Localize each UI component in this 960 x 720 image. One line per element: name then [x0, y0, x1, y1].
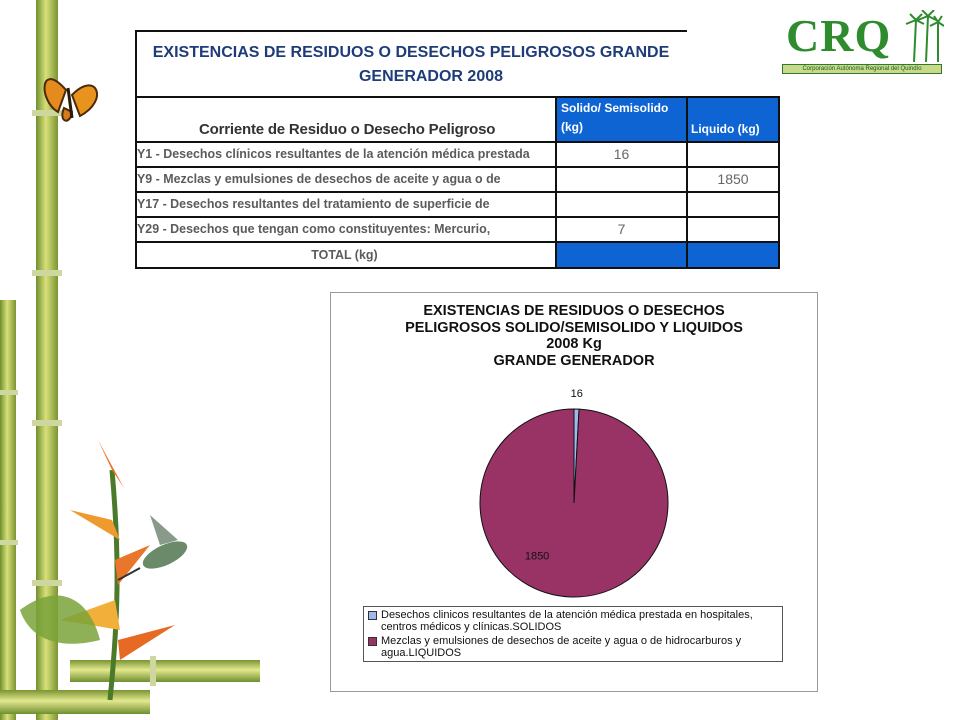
chart-title-line: 2008 Kg: [546, 336, 602, 352]
column-header-liquid-label: Liquido (kg): [691, 122, 760, 136]
table-title-line2: GENERADOR 2008: [358, 68, 504, 85]
pie-chart-panel: [330, 292, 818, 692]
row-liquid-value: [688, 192, 778, 216]
column-header-solid-line2: (kg): [561, 120, 583, 134]
legend-label: Desechos clinicos resultantes de la atención médica prestada en hospitales, centros médicos y clínicas.SOLIDOS: [381, 609, 753, 633]
row-stream-label: Y17 - Desechos resultantes del tratamiento de superficie de: [136, 197, 490, 211]
row-solid-value: [557, 192, 686, 216]
row-liquid-value: [688, 142, 778, 166]
pie-slice: [480, 409, 668, 597]
row-liquid-value: [688, 217, 778, 241]
row-stream-label: Y9 - Mezclas y emulsiones de desechos de aceite y agua o de: [136, 172, 501, 186]
column-header-liquid: [688, 98, 778, 141]
slice-data-label: 16: [570, 388, 583, 401]
row-solid-value: 7: [617, 221, 626, 237]
total-label: TOTAL (kg): [311, 248, 378, 262]
chart-title-line: EXISTENCIAS DE RESIDUOS O DESECHOS: [423, 303, 725, 319]
legend-swatch: [368, 611, 377, 620]
chart-legend: [363, 606, 783, 662]
legend-entry: [368, 609, 778, 633]
column-header-stream: Corriente de Residuo o Desecho Peligroso: [199, 121, 496, 138]
grid-line: [135, 216, 780, 218]
column-header-solid-line1: Solido/ Semisolido: [561, 101, 669, 115]
legend-swatch: [368, 637, 377, 646]
grid-line: [135, 30, 687, 32]
grid-line: [135, 267, 780, 269]
chart-title-line: PELIGROSOS SOLIDO/SEMISOLIDO Y LIQUIDOS: [405, 319, 743, 336]
grid-line: [135, 191, 780, 193]
bamboo-stalk: [0, 300, 18, 720]
logo-letters: CRQ: [786, 10, 892, 61]
grid-line: [778, 96, 780, 269]
row-solid-value: [557, 167, 686, 191]
pie-chart: [331, 293, 817, 603]
crq-logo: [782, 10, 944, 74]
row-stream-label: Y29 - Desechos que tengan como constituyentes: Mercurio,: [136, 222, 491, 236]
grid-line: [135, 241, 780, 243]
grid-line: [555, 96, 557, 269]
row-liquid-value: 1850: [717, 171, 749, 187]
grid-line: [686, 96, 688, 269]
logo-tagline-band: [782, 64, 942, 74]
total-solid-cell: [557, 243, 686, 267]
legend-label: Mezclas y emulsiones de desechos de aceite y agua o de hidrocarburos y agua.LIQUIDOS: [381, 635, 742, 659]
table-title: [135, 30, 687, 96]
column-header-solid: [557, 98, 686, 141]
palm-trees-icon: [902, 10, 944, 62]
legend-entry: [368, 635, 778, 659]
grid-line: [135, 96, 780, 98]
grid-line: [135, 30, 137, 269]
grid-line: [135, 141, 780, 143]
header-stream-cell: [135, 98, 556, 141]
slice-data-label: 1850: [524, 550, 550, 563]
grid-line: [135, 166, 780, 168]
chart-title-line: GRANDE GENERADOR: [493, 352, 655, 369]
total-liquid-cell: [688, 243, 778, 267]
row-solid-value: 16: [613, 146, 630, 162]
waste-table: [135, 30, 780, 269]
logo-tagline: Corporación Autónoma Regional del Quindío: [802, 66, 922, 72]
table-title-line1: EXISTENCIAS DE RESIDUOS O DESECHOS PELIGROSOS GRANDE: [152, 44, 670, 61]
row-stream-label: Y1 - Desechos clínicos resultantes de la atención médica prestada: [136, 147, 530, 161]
